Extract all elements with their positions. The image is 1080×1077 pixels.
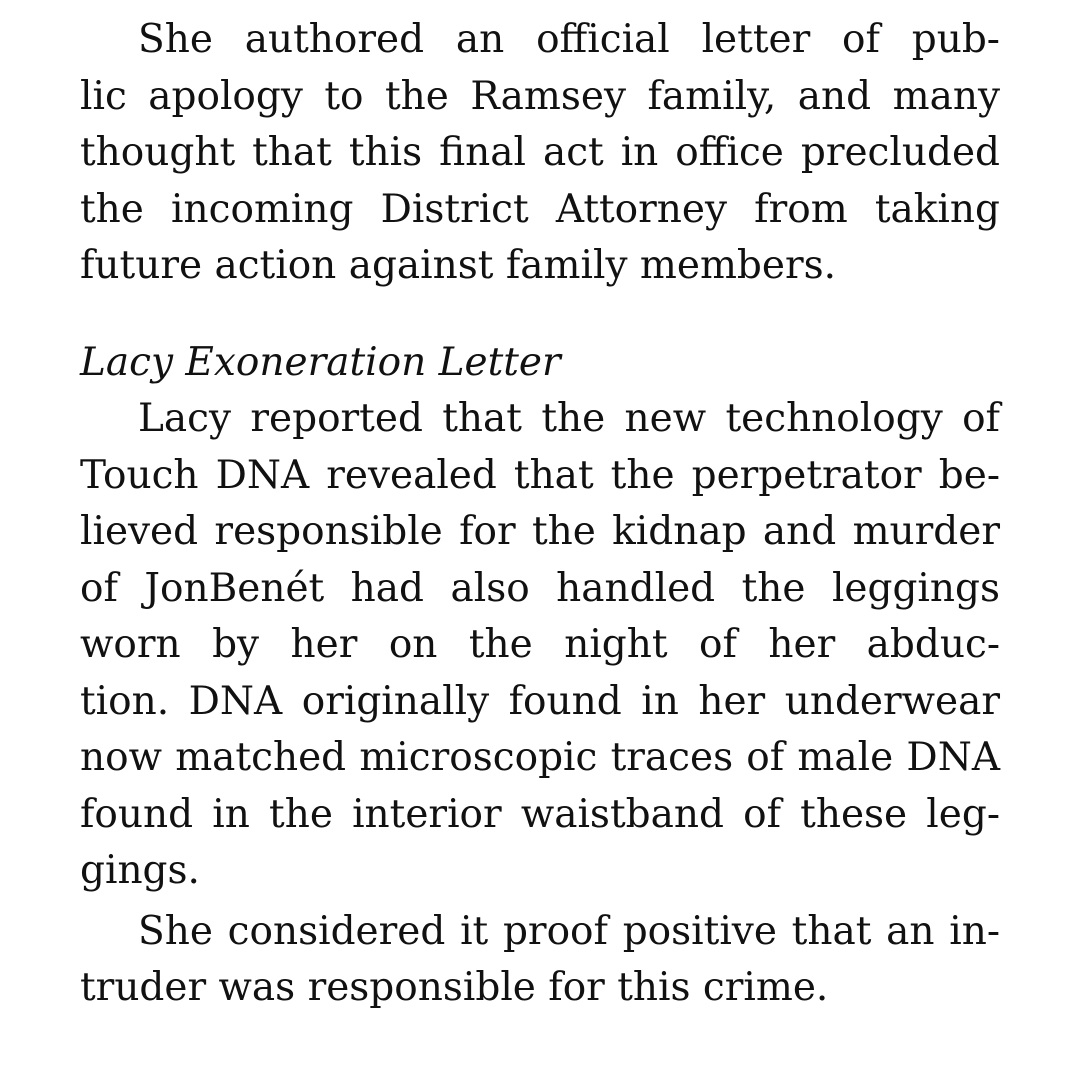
text-line: lic apology to the Ramsey family, and many <box>80 73 1000 119</box>
text-line: now matched microscopic traces of male DNA <box>80 735 1000 780</box>
text-line: Lacy reported that the new technology of <box>138 396 1000 441</box>
text-line: the incoming District Attorney from taking <box>80 186 1000 232</box>
text-line: She authored an official letter of pub- <box>138 17 1000 62</box>
text-line: of JonBenét had also handled the leggings <box>80 565 1000 611</box>
text-line: lieved responsible for the kidnap and murder <box>80 509 1000 554</box>
text-line: gings. <box>80 848 200 893</box>
section-heading: Lacy Exoneration Letter <box>80 339 561 385</box>
paragraph-proof <box>80 904 1000 1017</box>
paragraph-touch-dna <box>80 391 1000 900</box>
text-line: future action against family members. <box>80 243 837 288</box>
text-line: Touch DNA revealed that the perpetrator be- <box>80 452 1000 498</box>
text-line: thought that this final act in office precluded <box>80 130 1000 175</box>
paragraph-apology <box>80 12 1000 295</box>
text-line: She considered it proof positive that an in- <box>138 908 1000 954</box>
text-line: truder was responsible for this crime. <box>80 965 829 1010</box>
text-line: found in the interior waistband of these leg- <box>80 791 1000 837</box>
text-line: tion. DNA originally found in her underwear <box>80 678 1000 724</box>
text-line: worn by her on the night of her abduc- <box>80 622 1000 667</box>
